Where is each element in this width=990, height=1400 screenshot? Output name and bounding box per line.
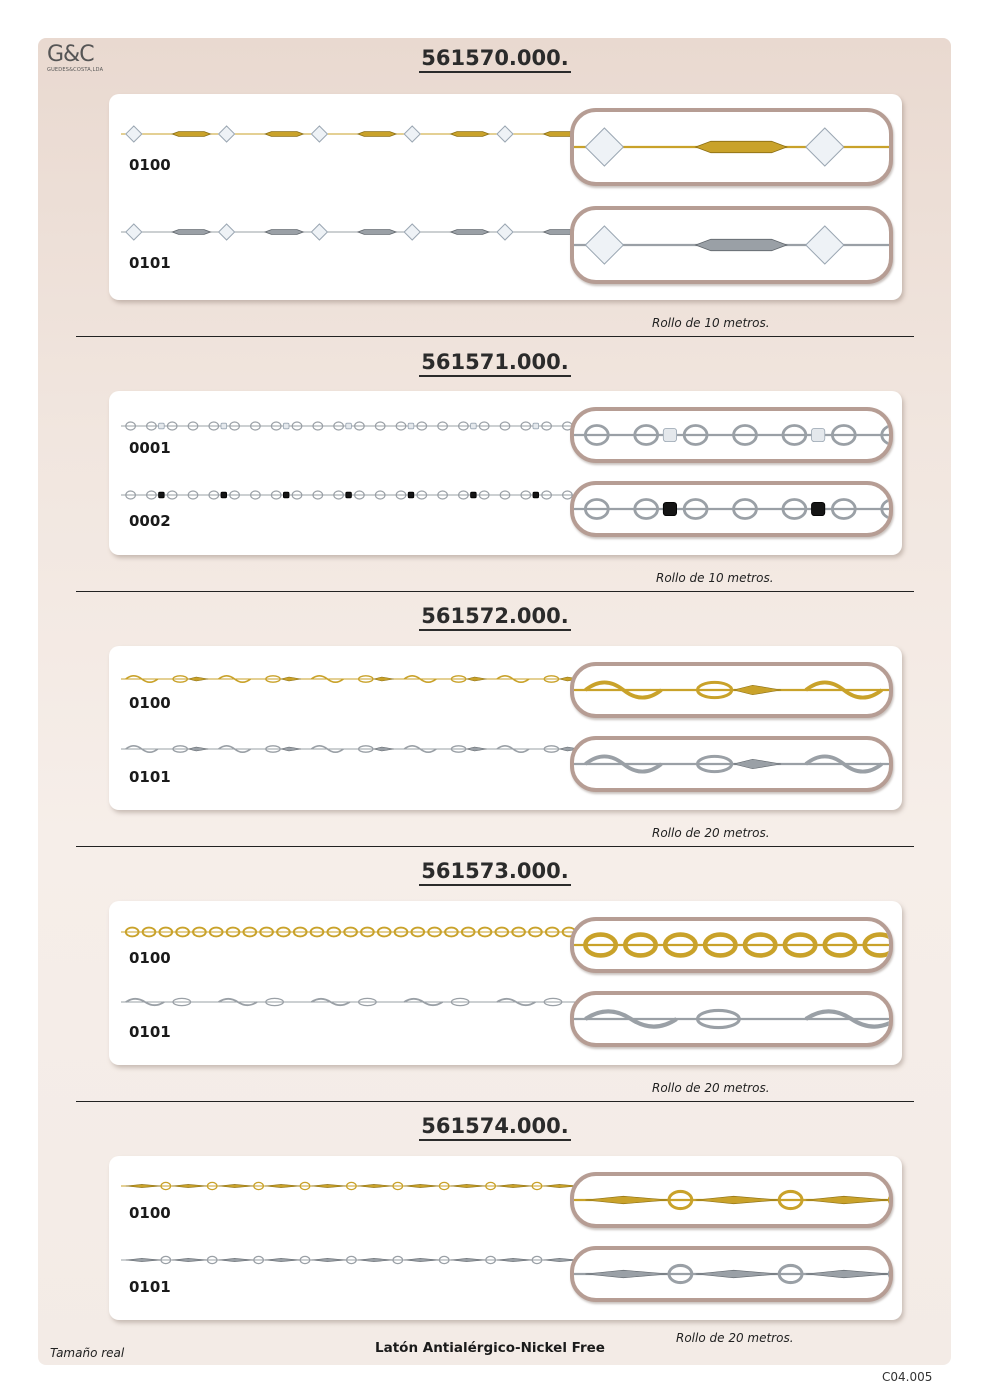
roll-note: Rollo de 20 metros. [652, 826, 770, 840]
product-panel [109, 391, 902, 555]
product-panel [109, 646, 902, 810]
zoom-detail [570, 917, 893, 973]
variant-code: 0101 [129, 1278, 171, 1296]
section-title: 561574.000. [0, 1114, 990, 1138]
variant-code: 0101 [129, 1023, 171, 1041]
logo-mark: G&C [47, 42, 94, 67]
zoom-detail [570, 991, 893, 1047]
variant-code: 0002 [129, 512, 171, 530]
section-title: 561570.000. [0, 46, 990, 70]
section-divider [76, 846, 914, 847]
zoom-detail [570, 206, 893, 284]
zoom-detail [570, 662, 893, 718]
variant-code: 0101 [129, 254, 171, 272]
section-title: 561572.000. [0, 604, 990, 628]
roll-note: Rollo de 20 metros. [652, 1081, 770, 1095]
variant-code: 0001 [129, 439, 171, 457]
variant-code: 0100 [129, 949, 171, 967]
variant-code: 0100 [129, 1204, 171, 1222]
size-note: Tamaño real [50, 1346, 125, 1360]
variant-code: 0100 [129, 156, 171, 174]
zoom-detail [570, 481, 893, 537]
page-code: C04.005 [882, 1370, 933, 1384]
section-title: 561571.000. [0, 350, 990, 374]
zoom-detail [570, 1172, 893, 1228]
zoom-detail [570, 108, 893, 186]
logo-subtitle: GUEDES&COSTA,LDA [47, 67, 104, 73]
chain-zoom [574, 740, 889, 788]
material-note: Latón Antialérgico-Nickel Free [375, 1340, 605, 1356]
product-panel [109, 94, 902, 300]
chain-zoom [574, 485, 889, 533]
chain-zoom [574, 411, 889, 459]
zoom-detail [570, 407, 893, 463]
roll-note: Rollo de 10 metros. [652, 316, 770, 330]
section-divider [76, 591, 914, 592]
roll-note: Rollo de 10 metros. [656, 571, 774, 585]
chain-zoom [574, 1250, 889, 1298]
chain-zoom [574, 1176, 889, 1224]
variant-code: 0101 [129, 768, 171, 786]
roll-note: Rollo de 20 metros. [676, 1331, 794, 1345]
variant-code: 0100 [129, 694, 171, 712]
section-divider [76, 1101, 914, 1102]
chain-zoom [574, 210, 889, 280]
chain-zoom [574, 112, 889, 182]
zoom-detail [570, 736, 893, 792]
product-panel [109, 901, 902, 1065]
product-panel [109, 1156, 902, 1320]
zoom-detail [570, 1246, 893, 1302]
section-title: 561573.000. [0, 859, 990, 883]
chain-zoom [574, 995, 889, 1043]
chain-zoom [574, 921, 889, 969]
section-divider [76, 336, 914, 337]
chain-zoom [574, 666, 889, 714]
